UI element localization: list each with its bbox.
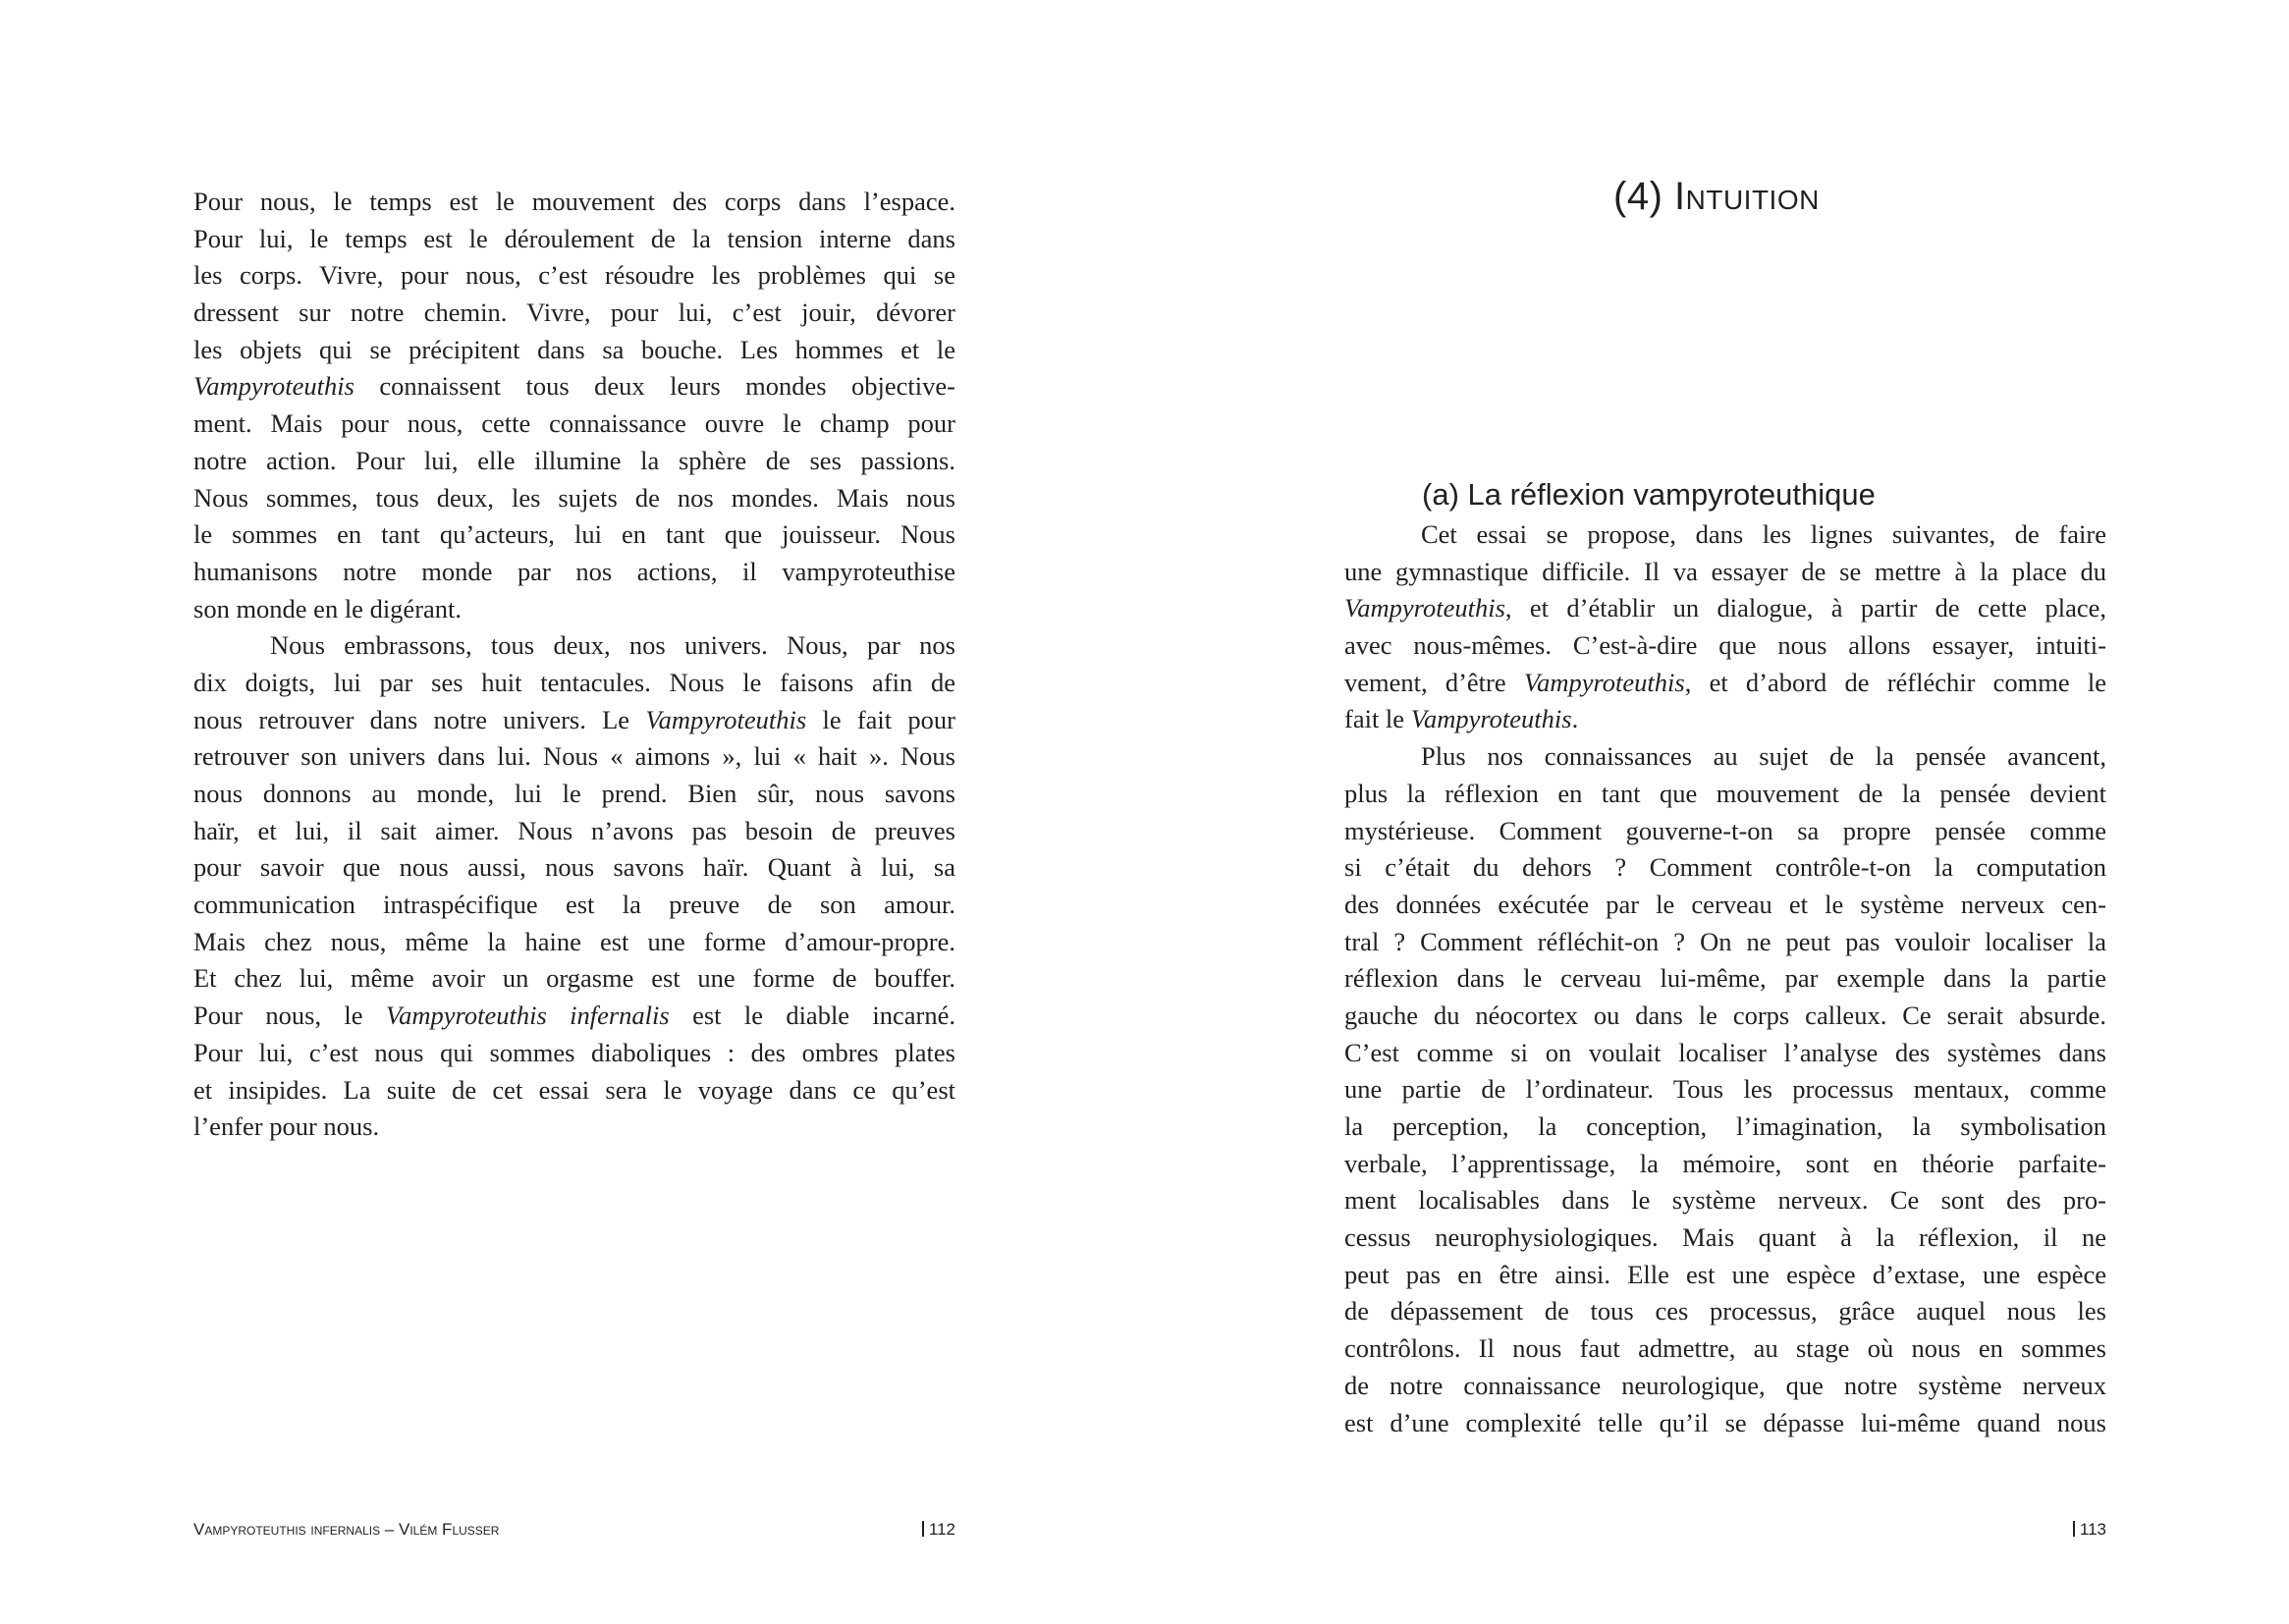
- text-segment: pour savoir que nous aussi, nous savons haïr. Quant à lui, sa: [193, 852, 955, 883]
- text-line: [193, 406, 955, 443]
- text-line: [1344, 516, 2106, 554]
- text-line: [1344, 924, 2106, 961]
- text-line: [1344, 1071, 2106, 1109]
- text-line: [193, 1072, 955, 1110]
- text-line: [193, 480, 955, 517]
- text-segment: ment localisables dans le système nerveux. Ce sont des pro-: [1344, 1185, 2106, 1216]
- text-line: [1344, 1330, 2106, 1368]
- text-segment: si c’était du dehors ? Comment contrôle-t-on la computation: [1344, 852, 2106, 883]
- text-segment: fait le: [1344, 704, 1411, 734]
- text-line: [193, 221, 955, 258]
- text-line: [193, 516, 955, 554]
- text-line: [1344, 1035, 2106, 1072]
- page-number-right: [2073, 1520, 2106, 1540]
- text-segment: est le diable incarné.: [669, 1001, 956, 1031]
- text-line: [1344, 590, 2106, 627]
- text-line: [193, 998, 955, 1035]
- page-number-text: 113: [2079, 1520, 2106, 1539]
- text-line: [1344, 1405, 2106, 1442]
- text-line: [1344, 998, 2106, 1035]
- text-line: [193, 1035, 955, 1072]
- text-segment: Pour lui, c’est nous qui sommes diaboliques : des ombres plates: [193, 1037, 955, 1067]
- text-line: [1344, 1182, 2106, 1219]
- text-segment: le fait pour: [806, 704, 955, 734]
- text-line: [193, 960, 955, 998]
- text-segment: les corps. Vivre, pour nous, c’est résoudre les problèmes qui se: [193, 260, 955, 291]
- text-line: [193, 627, 955, 665]
- text-segment: son monde en le digérant.: [193, 593, 463, 623]
- italic-text: Vampyroteuthis: [1523, 667, 1685, 697]
- italic-text: Vampyroteuthis: [1410, 704, 1572, 734]
- text-segment: Nous sommes, tous deux, les sujets de nos mondes. Mais nous: [193, 482, 955, 513]
- chapter-title: (4) Intuition: [1613, 175, 1820, 218]
- text-segment: nous retrouver dans notre univers. Le: [193, 704, 646, 734]
- italic-text: Vampyroteuthis: [193, 371, 354, 402]
- text-segment: et insipides. La suite de cet essai sera le voyage dans ce qu’est: [193, 1074, 955, 1105]
- text-segment: de notre connaissance neurologique, que notre système nerveux: [1344, 1370, 2106, 1400]
- text-line: [193, 776, 955, 813]
- text-line: [193, 924, 955, 961]
- text-segment: Pour nous, le: [193, 1001, 386, 1031]
- text-line: [1344, 665, 2106, 702]
- text-segment: Mais chez nous, même la haine est une forme d’amour-propre.: [193, 926, 955, 956]
- left-footer: [193, 1520, 955, 1540]
- text-segment: C’est comme si on voulait localiser l’analyse des systèmes dans: [1344, 1037, 2106, 1067]
- text-line: [1344, 627, 2106, 665]
- text-segment: mystérieuse. Comment gouverne-t-on sa propre pensée comme: [1344, 815, 2106, 845]
- text-line: [193, 368, 955, 406]
- text-line: [193, 887, 955, 924]
- text-line: [193, 849, 955, 887]
- text-line: [1344, 1368, 2106, 1405]
- text-segment: gauche du néocortex ou dans le corps calleux. Ce serait absurde.: [1344, 1000, 2106, 1030]
- text-segment: humanisons notre monde par nos actions, il vampyroteuthise: [193, 556, 955, 586]
- text-segment: la perception, la conception, l’imagination, la symbolisation: [1344, 1111, 2106, 1141]
- text-segment: avec nous-mêmes. C’est-à-dire que nous allons essayer, intuiti-: [1344, 630, 2106, 661]
- text-line: [193, 1109, 955, 1146]
- text-line: [193, 665, 955, 702]
- text-line: [193, 295, 955, 332]
- text-segment: une partie de l’ordinateur. Tous les processus mentaux, comme: [1344, 1074, 2106, 1105]
- text-segment: cessus neurophysiologiques. Mais quant à la réflexion, il ne: [1344, 1222, 2106, 1253]
- text-segment: connaissent tous deux leurs mondes objective-: [354, 371, 955, 402]
- page-number-bar-icon: [2073, 1521, 2075, 1537]
- text-segment: des données exécutée par le cerveau et le système nerveux cen-: [1344, 889, 2106, 919]
- page-number-left: [922, 1520, 955, 1540]
- text-line: [1344, 738, 2106, 776]
- text-line: [1344, 1257, 2106, 1294]
- text-segment: dressent sur notre chemin. Vivre, pour lui, c’est jouir, dévorer: [193, 298, 955, 328]
- text-segment: vement, d’être: [1344, 667, 1524, 697]
- page-number-bar-icon: [922, 1521, 924, 1537]
- text-segment: haïr, et lui, il sait aimer. Nous n’avons pas besoin de preuves: [193, 815, 955, 845]
- text-segment: Plus nos connaissances au sujet de la pensée avancent,: [1421, 741, 2106, 772]
- text-segment: , et d’établir un dialogue, à partir de cette place,: [1504, 593, 2106, 623]
- text-line: [193, 738, 955, 776]
- left-page: [0, 0, 1144, 1624]
- text-line: [1344, 1293, 2106, 1330]
- italic-text: Vampyroteuthis: [645, 704, 807, 734]
- text-segment: retrouver son univers dans lui. Nous « aimons », lui « hait ». Nous: [193, 741, 955, 772]
- text-line: [193, 702, 955, 739]
- running-head: Vampyroteuthis infernalis – Vilém Flusser: [193, 1520, 500, 1539]
- text-segment: Pour nous, le temps est le mouvement des corps dans l’espace.: [193, 187, 955, 216]
- text-segment: , et d’abord de réfléchir comme le: [1684, 667, 2106, 697]
- text-line: [193, 554, 955, 591]
- left-body-text: [193, 184, 955, 1146]
- text-segment: l’enfer pour nous.: [193, 1111, 380, 1142]
- text-segment: contrôlons. Il nous faut admettre, au stage où nous en sommes: [1344, 1333, 2106, 1364]
- page-number-text: 112: [928, 1520, 955, 1539]
- text-line: [1344, 776, 2106, 813]
- italic-text: Vampyroteuthis infernalis: [385, 1001, 670, 1031]
- text-segment: .: [1571, 704, 1579, 734]
- text-line: [193, 332, 955, 369]
- text-segment: les objets qui se précipitent dans sa bouche. Les hommes et le: [193, 334, 955, 364]
- text-segment: une gymnastique difficile. Il va essayer de se mettre à la place du: [1344, 556, 2106, 586]
- text-segment: Pour lui, le temps est le déroulement de la tension interne dans: [193, 223, 955, 253]
- right-body-text: [1344, 516, 2106, 1441]
- text-line: [1344, 849, 2106, 887]
- text-segment: notre action. Pour lui, elle illumine la sphère de ses passions.: [193, 445, 955, 475]
- text-segment: dix doigts, lui par ses huit tentacules. Nous le faisons afin de: [193, 667, 955, 697]
- text-segment: communication intraspécifique est la preuve de son amour.: [193, 890, 955, 920]
- text-segment: le sommes en tant qu’acteurs, lui en tant que jouisseur. Nous: [193, 519, 955, 550]
- text-segment: réflexion dans le cerveau lui-même, par exemple dans la partie: [1344, 963, 2106, 994]
- text-line: [1344, 1146, 2106, 1183]
- text-segment: plus la réflexion en tant que mouvement de la pensée devient: [1344, 778, 2106, 808]
- text-segment: est d’une complexité telle qu’il se dépasse lui-même quand nous: [1344, 1407, 2106, 1437]
- text-line: [193, 813, 955, 850]
- text-line: [193, 184, 955, 221]
- section-title: (a) La réflexion vampyroteuthique: [1422, 477, 1876, 512]
- text-line: [193, 257, 955, 295]
- text-line: [1344, 554, 2106, 591]
- text-line: [1344, 1109, 2106, 1146]
- text-line: [193, 591, 955, 628]
- italic-text: Vampyroteuthis: [1344, 593, 1505, 623]
- text-line: [1344, 960, 2106, 998]
- text-line: [1344, 701, 2106, 738]
- text-line: [1344, 887, 2106, 924]
- text-segment: nous donnons au monde, lui le prend. Bien sûr, nous savons: [193, 779, 955, 808]
- text-line: [193, 443, 955, 480]
- text-segment: peut pas en être ainsi. Elle est une espèce d’extase, une espèce: [1344, 1259, 2106, 1289]
- text-segment: Et chez lui, même avoir un orgasme est une forme de bouffer.: [193, 963, 955, 994]
- text-segment: verbale, l’apprentissage, la mémoire, sont en théorie parfaite-: [1344, 1148, 2106, 1178]
- text-segment: ment. Mais pour nous, cette connaissance ouvre le champ pour: [193, 408, 955, 439]
- text-line: [1344, 813, 2106, 850]
- text-line: [1344, 1219, 2106, 1257]
- text-segment: Nous embrassons, tous deux, nos univers. Nous, par nos: [270, 630, 955, 661]
- text-segment: de dépassement de tous ces processus, grâce auquel nous les: [1344, 1296, 2106, 1326]
- text-segment: Cet essai se propose, dans les lignes suivantes, de faire: [1421, 519, 2106, 549]
- text-segment: tral ? Comment réfléchit-on ? On ne peut pas vouloir localiser la: [1344, 926, 2106, 956]
